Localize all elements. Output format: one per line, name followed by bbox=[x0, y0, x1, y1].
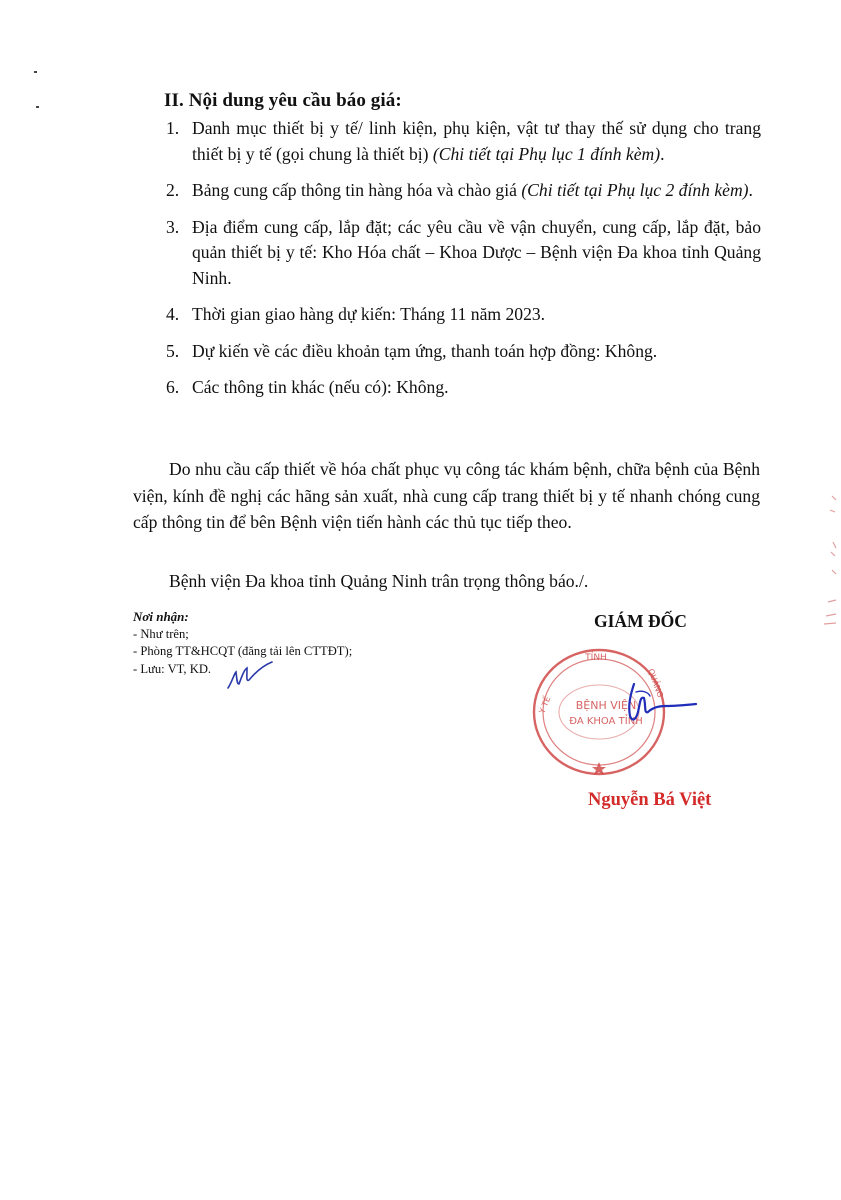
scan-mark bbox=[34, 71, 37, 73]
margin-stamp-fragment bbox=[814, 490, 838, 630]
list-item bbox=[166, 178, 761, 204]
item-text: Dự kiến về các điều khoản tạm ứng, thanh toán hợp đồng: Không. bbox=[192, 340, 658, 361]
handwritten-signature-icon bbox=[600, 680, 700, 728]
signer-name: Nguyễn Bá Việt bbox=[588, 790, 712, 810]
item-number: 1. bbox=[166, 118, 180, 138]
item-text: Các thông tin khác (nếu có): Không. bbox=[192, 377, 449, 397]
initial-mark-icon bbox=[226, 652, 276, 692]
section-heading: II. Nội dung yêu cầu báo giá: bbox=[164, 90, 402, 111]
recipient-line: - Phòng TT&HCQT (đăng tải lên CTTĐT); bbox=[133, 644, 353, 658]
svg-text:QUẢNG: QUẢNG bbox=[646, 667, 665, 699]
list-item bbox=[166, 116, 761, 167]
item-number: 5. bbox=[166, 340, 180, 361]
list-item bbox=[166, 215, 761, 292]
item-number: 2. bbox=[166, 180, 180, 200]
body-paragraph: Do nhu cầu cấp thiết về hóa chất phục vụ công tác khám bệnh, chữa bệnh của Bệnh viện, kính đề nghị các hãng sản xuất, nhà cung cấp trang thiết bị y tế nhanh chóng cung cấp thông tin để bên Bệnh viện tiến hành các thủ tục tiếp theo. bbox=[133, 459, 760, 532]
list-item bbox=[166, 375, 761, 401]
item-text: Bảng cung cấp thông tin hàng hóa và chào giá (Chi tiết tại Phụ lục 2 đính kèm). bbox=[192, 180, 753, 200]
item-text: Danh mục thiết bị y tế/ linh kiện, phụ kiện, vật tư thay thế sử dụng cho trang thiết bị y tế (gọi chung là thiết bị) (Chi tiết tại Phụ lục 1 đính kèm). bbox=[192, 118, 761, 164]
list-item bbox=[166, 339, 761, 365]
scan-mark bbox=[36, 106, 39, 108]
svg-text:TỈNH: TỈNH bbox=[585, 653, 607, 663]
svg-text:BỆNH VIỆN: BỆNH VIỆN bbox=[575, 699, 637, 712]
item-text: Thời gian giao hàng dự kiến: Tháng 11 năm 2023. bbox=[192, 304, 546, 324]
recipient-line: - Như trên; bbox=[133, 626, 189, 641]
item-number: 3. bbox=[166, 216, 180, 237]
requirements-list bbox=[166, 116, 761, 412]
recipient-line: - Lưu: VT, KD. bbox=[133, 661, 212, 676]
svg-text:ĐA KHOA TỈNH: ĐA KHOA TỈNH bbox=[569, 716, 643, 727]
item-number: 4. bbox=[166, 304, 180, 324]
item-text: Địa điểm cung cấp, lắp đặt; các yêu cầu về vận chuyển, cung cấp, lắp đặt, bảo quản thiết bị y tế: Kho Hóa chất – Khoa Dược – Bệnh viện Đa khoa tỉnh Quảng Ninh. bbox=[192, 216, 761, 288]
director-title: GIÁM ĐỐC bbox=[594, 611, 687, 631]
item-number: 6. bbox=[166, 377, 180, 397]
list-item bbox=[166, 302, 761, 328]
closing-line: Bệnh viện Đa khoa tỉnh Quảng Ninh trân trọng thông báo./. bbox=[169, 571, 589, 591]
recipients-title: Nơi nhận: bbox=[133, 609, 189, 624]
svg-text:Y TẾ: Y TẾ bbox=[537, 695, 553, 715]
